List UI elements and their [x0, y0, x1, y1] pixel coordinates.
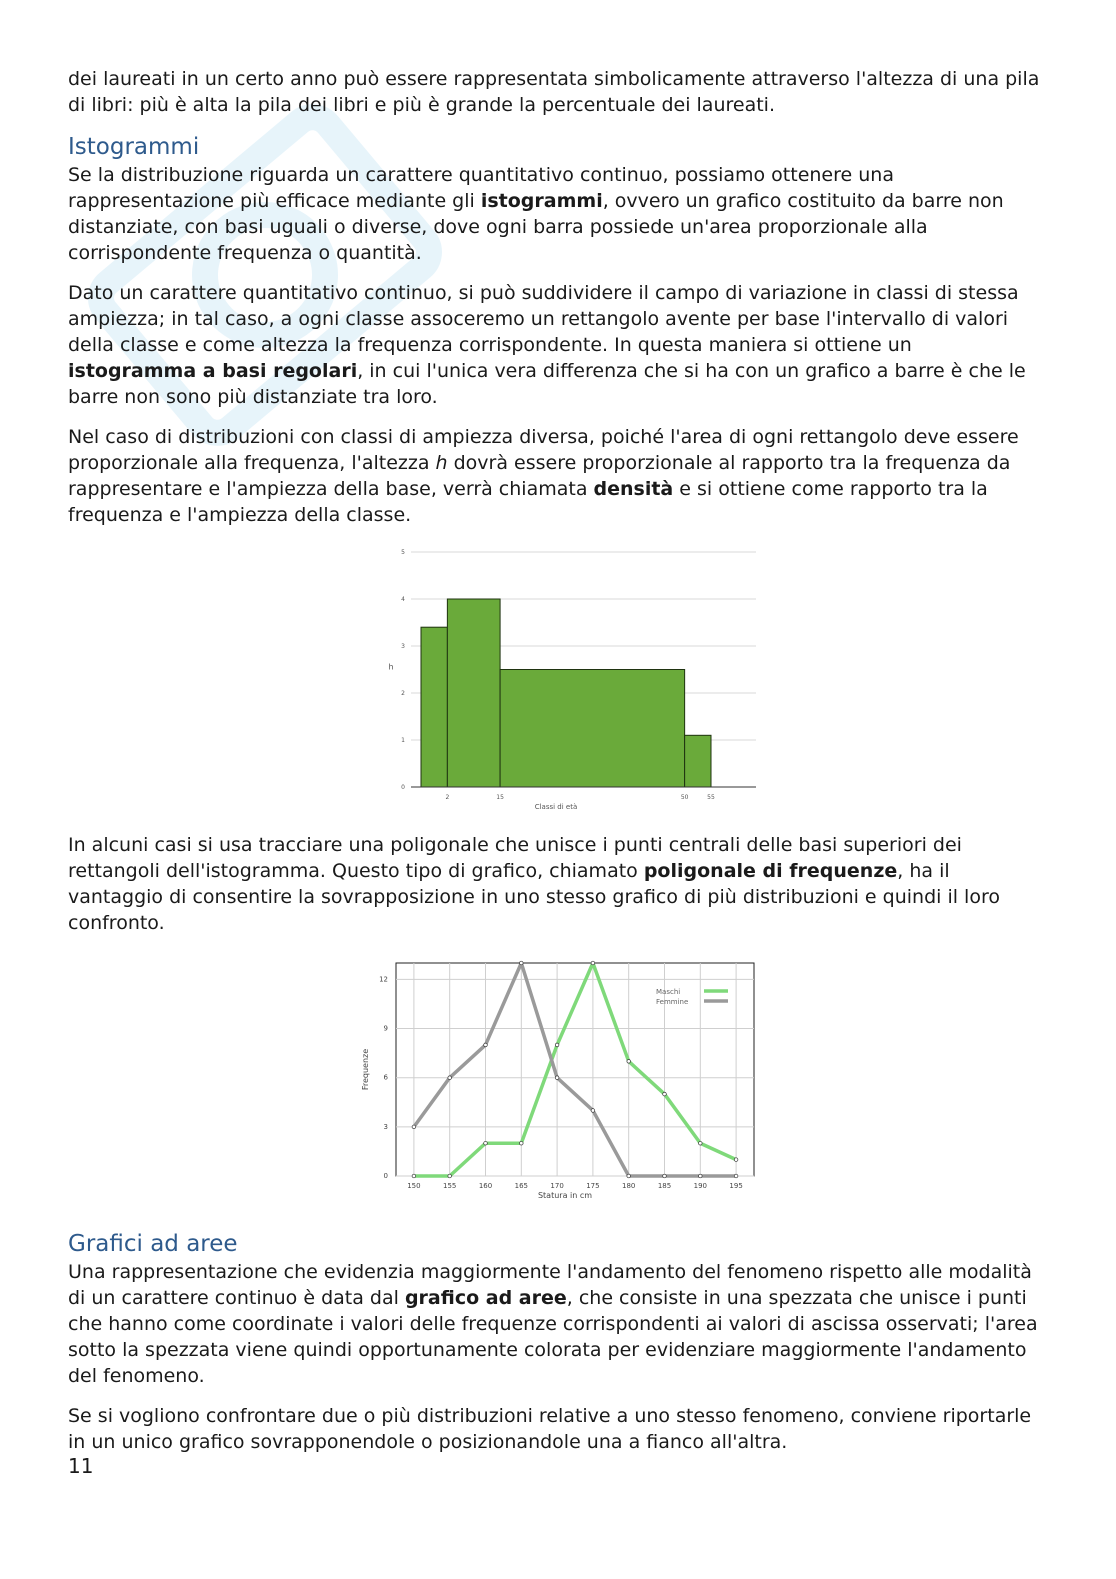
heading-grafici-aree: Grafici ad aree	[68, 1231, 238, 1257]
y-tick-label: 12	[378, 975, 388, 984]
x-tick-label: 170	[549, 1182, 564, 1190]
x-tick-label: 190	[693, 1182, 707, 1190]
x-tick-label: 150	[406, 1182, 421, 1190]
y-tick-label: 3	[400, 643, 405, 650]
data-point-femmine	[698, 1174, 702, 1178]
heading-istogrammi: Istogrammi	[68, 134, 200, 160]
x-tick-label: 2	[444, 794, 449, 801]
legend-label-femmine: Femmine	[655, 998, 688, 1006]
data-point-maschi	[662, 1092, 666, 1096]
data-point-femmine	[555, 1076, 559, 1080]
x-tick-label: 160	[478, 1182, 492, 1190]
y-tick-label: 2	[400, 690, 405, 697]
data-point-femmine	[447, 1076, 451, 1080]
intro-paragraph: dei laureati in un certo anno può essere rappresentata simbolicamente attraverso l'altezza di una pila di libri: più è alta la pila dei libri e più è grande la percentuale dei laureati.	[68, 68, 1040, 116]
data-point-femmine	[591, 1109, 595, 1113]
data-point-maschi	[483, 1141, 487, 1145]
x-tick-label: 55	[706, 794, 715, 801]
data-point-maschi	[447, 1174, 451, 1178]
legend-label-maschi: Maschi	[655, 988, 680, 996]
data-point-femmine	[412, 1125, 416, 1129]
y-tick-label: 0	[383, 1172, 388, 1180]
histogram-bar	[684, 735, 710, 787]
data-point-femmine	[734, 1174, 738, 1178]
data-point-maschi	[412, 1174, 416, 1178]
y-axis-label: Frequenze	[360, 1048, 370, 1091]
y-tick-label: 9	[383, 1024, 388, 1033]
x-tick-label: 195	[728, 1182, 743, 1190]
x-tick-label: 185	[657, 1182, 671, 1190]
x-tick-label: 180	[621, 1182, 635, 1190]
data-point-maschi	[591, 961, 595, 965]
x-tick-label: 15	[495, 794, 504, 801]
histogram-chart	[346, 542, 766, 812]
frequency-polygon-chart	[356, 958, 756, 1213]
histogram-bar	[447, 599, 500, 787]
y-tick-label: 5	[400, 549, 405, 556]
istogrammi-paragraph-1: Se la distribuzione riguarda un carattere quantitativo continuo, possiamo ottenere una rappresentazione più efficace mediante gli istogrammi, ovvero un grafico costituito da barre non distanziate, con basi uguali o diverse, dove ogni barra possiede un'area proporzionale alla corrispondente frequenza o quantità.	[68, 164, 1004, 264]
x-tick-label: 165	[514, 1182, 528, 1190]
histogram-bar	[421, 627, 447, 787]
data-point-maschi	[734, 1158, 738, 1162]
data-point-femmine	[626, 1174, 630, 1178]
y-tick-label: 1	[400, 737, 405, 744]
data-point-maschi	[519, 1141, 523, 1145]
y-axis-label: h	[387, 662, 394, 672]
poligonale-paragraph: In alcuni casi si usa tracciare una poligonale che unisce i punti centrali delle basi superiori dei rettangoli dell'istogramma. Questo tipo di grafico, chiamato poligonale di frequenze, ha il vantaggio di consentire la sovrapposizione in uno stesso grafico di più distribuzioni e quindi il loro confronto.	[68, 834, 1000, 934]
data-point-maschi	[698, 1141, 702, 1145]
data-point-femmine	[519, 961, 523, 965]
y-tick-label: 3	[383, 1122, 388, 1131]
data-point-femmine	[662, 1174, 666, 1178]
aree-paragraph-1: Una rappresentazione che evidenzia maggiormente l'andamento del fenomeno rispetto alle modalità di un carattere continuo è data dal grafico ad aree, che consiste in una spezzata che unisce i punti che hanno come coordinate i valori delle frequenze corrispondenti ai valori di ascissa osservati; l'area sotto la spezzata viene quindi opportunamente colorata per evidenziare maggiormente l'andamento del fenomeno.	[68, 1261, 1038, 1387]
data-point-maschi	[555, 1043, 559, 1047]
istogrammi-paragraph-3: Nel caso di distribuzioni con classi di ampiezza diversa, poiché l'area di ogni rettangolo deve essere proporzionale alla frequenza, l'altezza h dovrà essere proporzionale al rapporto tra la frequenza da rappresentare e l'ampiezza della base, verrà chiamata densità e si ottiene come rapporto tra la frequenza e l'ampiezza della classe.	[68, 426, 1019, 526]
x-tick-label: 175	[585, 1182, 600, 1190]
y-tick-label: 4	[400, 596, 405, 603]
y-tick-label: 0	[400, 784, 405, 791]
page-number: 11	[68, 1454, 94, 1478]
data-point-femmine	[483, 1043, 487, 1047]
x-tick-label: 155	[442, 1182, 456, 1190]
histogram-bar	[500, 670, 685, 788]
istogrammi-paragraph-2: Dato un carattere quantitativo continuo, si può suddividere il campo di variazione in classi di stessa ampiezza; in tal caso, a ogni classe assoceremo un rettangolo avente per base l'intervallo di valori della classe e come altezza la frequenza corrispondente. In questa maniera si ottiene un istogramma a basi regolari, in cui l'unica vera differenza che si ha con un grafico a barre è che le barre non sono più distanziate tra loro.	[68, 282, 1026, 408]
x-axis-label: Statura in cm	[537, 1191, 592, 1200]
document-page	[68, 66, 1043, 1469]
x-tick-label: 50	[680, 794, 688, 801]
aree-paragraph-2: Se si vogliono confrontare due o più distribuzioni relative a uno stesso fenomeno, conviene riportarle in un unico grafico sovrapponendole o posizionandole una a fianco all'altra.	[68, 1405, 1032, 1453]
x-axis-label: Classi di età	[534, 803, 577, 811]
data-point-maschi	[626, 1060, 630, 1064]
y-tick-label: 6	[383, 1073, 388, 1082]
